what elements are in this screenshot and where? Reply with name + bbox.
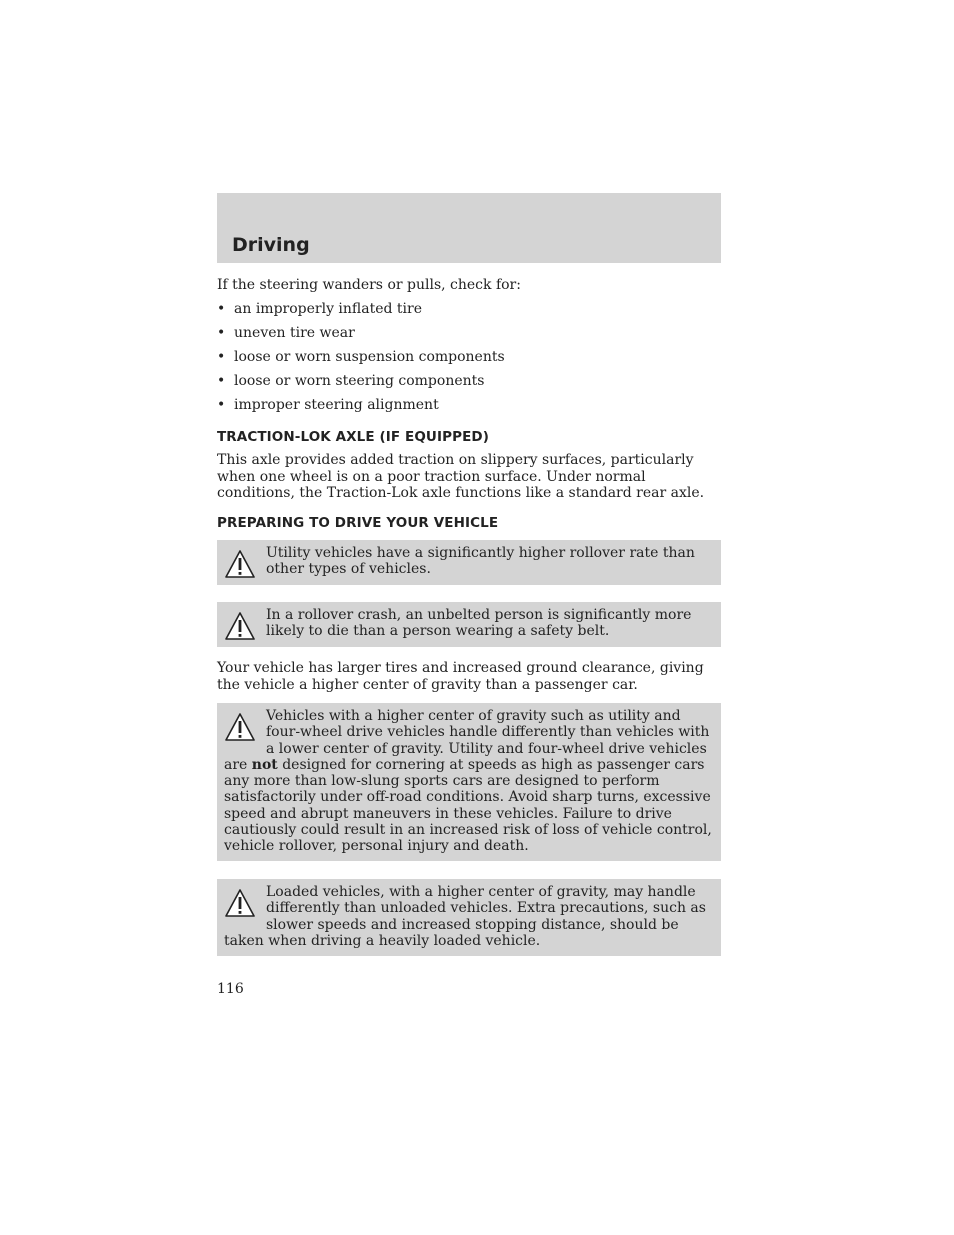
list-item: • loose or worn suspension components [217, 349, 505, 365]
warning-box [217, 602, 721, 647]
bullet-icon: • [217, 349, 226, 365]
warning-triangle-icon [224, 712, 256, 742]
steering-intro: If the steering wanders or pulls, check for: [217, 277, 521, 293]
emphasis-not: not [251, 756, 278, 773]
warning-text: Loaded vehicles, with a higher center of gravity, may handle differently than unloaded vehicles. Extra precautions, such as slower speeds and increased stopping distance, should be taken when driving a heavily loaded vehicle. [224, 884, 706, 949]
bullet-icon: • [217, 397, 226, 413]
warning-box [217, 703, 721, 861]
bullet-icon: • [217, 373, 226, 389]
list-item: • uneven tire wear [217, 325, 355, 341]
preparing-heading: PREPARING TO DRIVE YOUR VEHICLE [217, 515, 499, 531]
bullet-icon: • [217, 301, 226, 317]
warning-text: Vehicles with a higher center of gravity such as utility and four-wheel drive vehicles handle differently than vehicles with a lower center of gravity. Utility and four-wheel drive vehicles are [224, 708, 710, 773]
bullet-icon: • [217, 325, 226, 341]
gravity-paragraph: Your vehicle has larger tires and increased ground clearance, giving the vehicle a higher center of gravity than a passenger car. [217, 660, 704, 693]
traction-heading: TRACTION-LOK AXLE (IF EQUIPPED) [217, 429, 489, 445]
section-header [217, 193, 721, 263]
warning-triangle-icon [224, 888, 256, 918]
warning-text-continued: designed for cornering at speeds as high as passenger cars any more than low-slung sports cars are designed to perform satisfactorily under off-road conditions. Avoid sharp turns, excessive speed and abrupt maneuvers in these vehicles. Failure to drive cautiously could result in an increased risk of loss of vehicle control, vehicle rollover, personal injury and death. [224, 756, 712, 855]
list-item: • improper steering alignment [217, 397, 439, 413]
traction-body: This axle provides added traction on slippery surfaces, particularly when one wheel is on a poor traction surface. Under normal conditions, the Traction-Lok axle functions like a standard rear axle. [217, 452, 705, 501]
warning-triangle-icon [224, 549, 256, 579]
section-title: Driving [232, 234, 310, 256]
list-item: • loose or worn steering components [217, 373, 485, 389]
page-number: 116 [217, 981, 244, 997]
warning-triangle-icon [224, 611, 256, 641]
list-item: • an improperly inflated tire [217, 301, 423, 317]
warning-text: Utility vehicles have a significantly higher rollover rate than other types of vehicles. [266, 545, 695, 578]
warning-box [217, 879, 721, 956]
warning-box [217, 540, 721, 585]
warning-text: In a rollover crash, an unbelted person is significantly more likely to die than a person wearing a safety belt. [266, 607, 692, 640]
